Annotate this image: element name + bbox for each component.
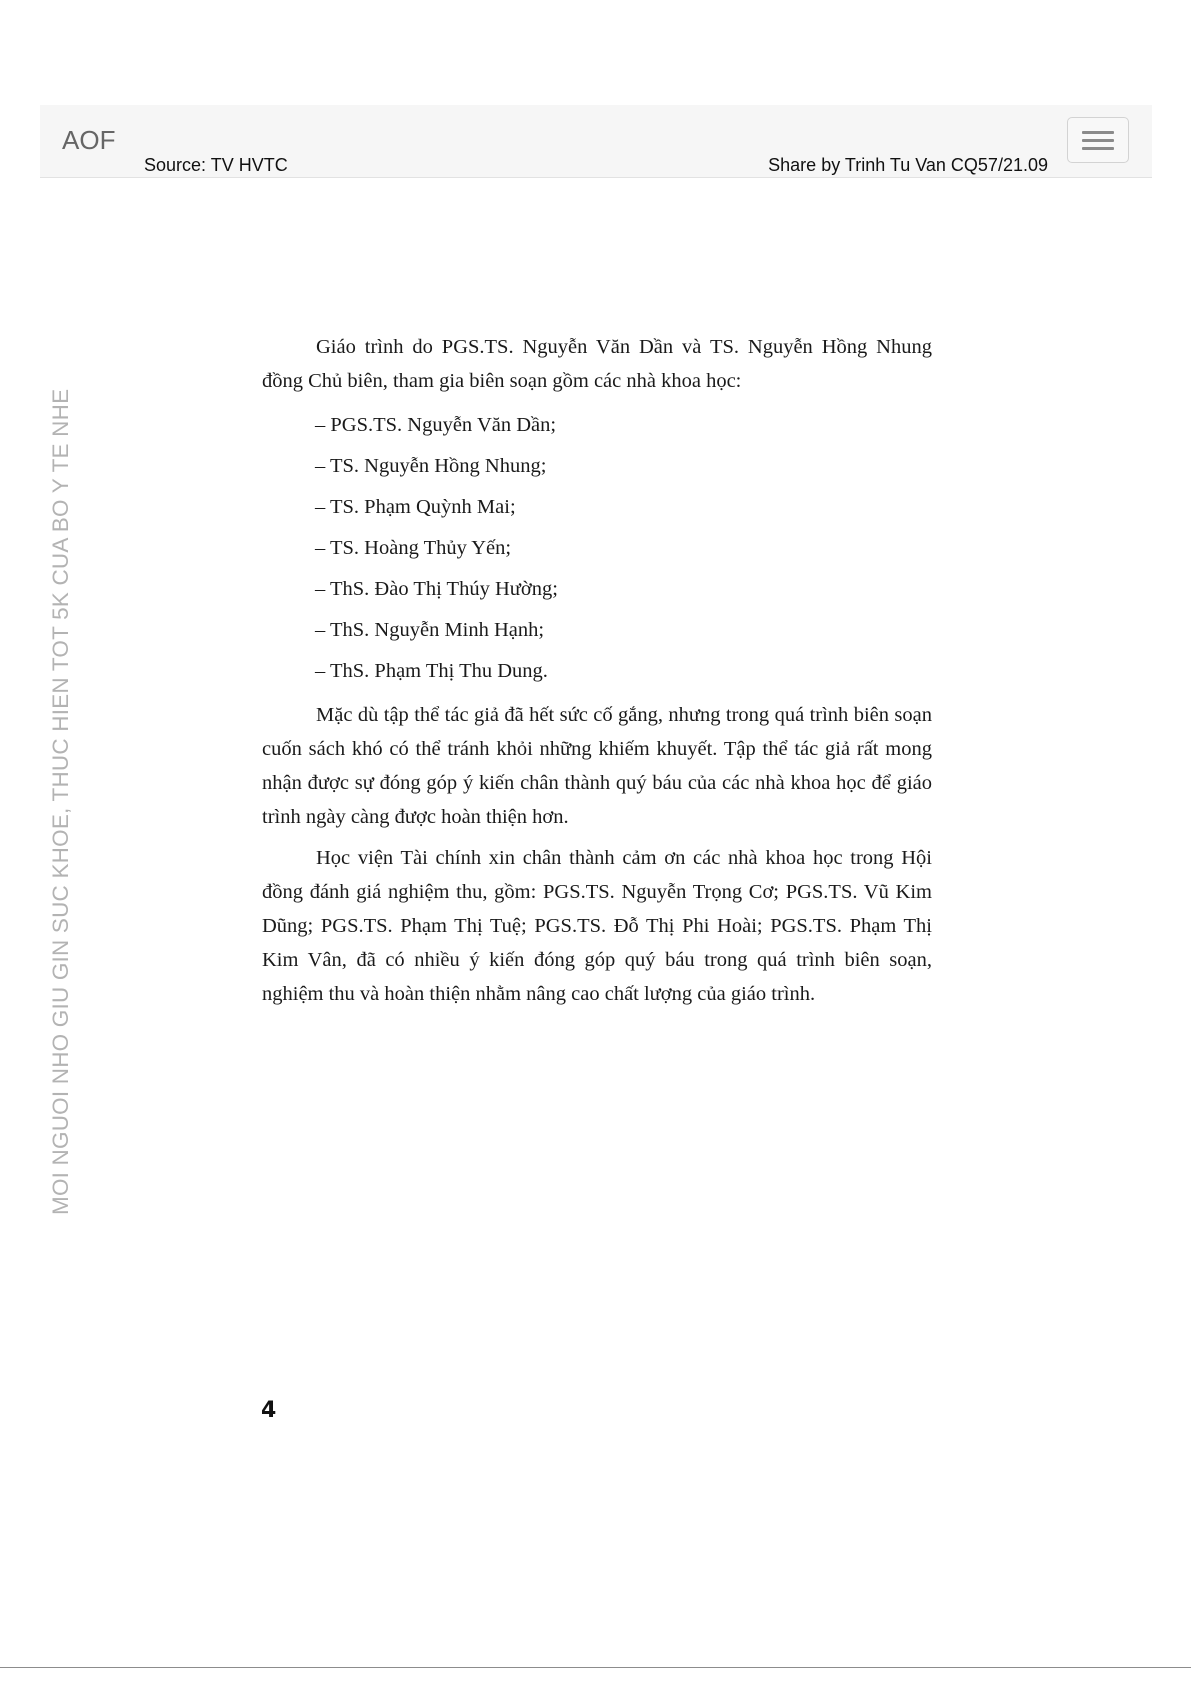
page-number: 4 (261, 1398, 277, 1423)
author-list-item: – ThS. Nguyễn Minh Hạnh; (315, 619, 545, 641)
vertical-watermark-text: MOI NGUOI NHO GIU GIN SUC KHOE, THUC HIEN TOT 5K CUA BO Y TE NHE (48, 388, 73, 1215)
share-credit-label: Share by Trinh Tu Van CQ57/21.09 (768, 155, 1048, 175)
author-list-item: – PGS.TS. Nguyễn Văn Dần; (315, 414, 557, 436)
author-list-item: – TS. Nguyễn Hồng Nhung; (315, 455, 547, 477)
bottom-divider (0, 1667, 1191, 1668)
menu-bar-middle (1082, 139, 1114, 142)
menu-bar-top (1082, 131, 1114, 134)
author-list (262, 405, 932, 692)
author-list-item: – ThS. Phạm Thị Thu Dung. (315, 660, 548, 682)
thanks-paragraph: Học viện Tài chính xin chân thành cảm ơn các nhà khoa học trong Hội đồng đánh giá nghiệm thu, gồm: PGS.TS. Nguyễn Trọng Cơ; PGS.TS. Vũ Kim Dũng; PGS.TS. Phạm Thị Tuệ; PGS.TS. Đỗ Thị Phi Hoài; PGS.TS. Phạm Thị Kim Vân, đã có nhiều ý kiến đóng góp quý báu trong quá trình biên soạn, nghiệm thu và hoàn thiện nhằm nâng cao chất lượng của giáo trình. (262, 847, 932, 1005)
document-body (262, 330, 932, 1018)
menu-bar-bottom (1082, 147, 1114, 150)
apology-paragraph: Mặc dù tập thể tác giả đã hết sức cố gắng, nhưng trong quá trình biên soạn cuốn sách khó có thể tránh khỏi những khiếm khuyết. Tập thể tác giả rất mong nhận được sự đóng góp ý kiến chân thành quý báu của các nhà khoa học để giáo trình ngày càng được hoàn thiện hơn. (262, 704, 932, 828)
author-list-item: – TS. Phạm Quỳnh Mai; (315, 496, 516, 518)
brand-logo-text[interactable]: AOF (62, 125, 116, 155)
source-label: Source: TV HVTC (144, 155, 288, 175)
menu-toggle-button[interactable] (1067, 117, 1129, 163)
author-list-item: – TS. Hoàng Thủy Yến; (315, 537, 512, 559)
top-header-bar (40, 105, 1152, 178)
author-list-item: – ThS. Đào Thị Thúy Hường; (315, 578, 558, 600)
intro-paragraph: Giáo trình do PGS.TS. Nguyễn Văn Dần và TS. Nguyễn Hồng Nhung đồng Chủ biên, tham gia biên soạn gồm các nhà khoa học: (262, 336, 932, 392)
